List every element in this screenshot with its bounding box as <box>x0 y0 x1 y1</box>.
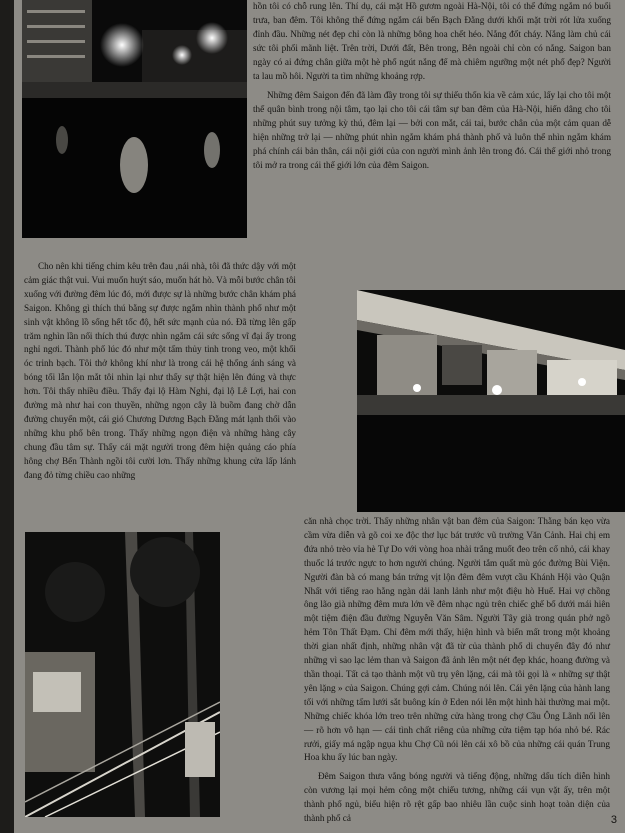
photo-night-lake <box>22 0 247 238</box>
paragraph: căn nhà chọc trời. Thấy những nhân vật ban đêm của Saigon: Thằng bán kẹo vừa cầm vừa diễn và gõ coi xe độc thơ lục bát trước vũ trường Văn Cảnh. Hai chị em đứa nhỏ trèo vỉa hè Tự Do với vòng hoa nhài trắng muốt đeo trên cổ nhỏ, cái khay thuốc lá trước ngực to hơn người chúng. Người tắm quất mù góc đường Bùi Viện. Người đàn bà có mang bán trứng vịt lộn đêm đêm vượt cầu Khánh Hội vào Quận Nhất với tiếng rao hằng ngàn dải lanh lảnh như một điệu hò Huế. Hai vợ chồng ông lão già những đêm mưa lớn về đêm nhạc ngủ trên chiếc ghế bố dưới mái hiên một tiệm điện đầu đường Nguyễn Văn Sâm. Người Tây già trong quán phở ngõ hẻm Tôn Thất Đạm. Chỉ đêm mới thấy, hiện hình và biến mất trong một khoảng thời gian nhất định, những nhân vật đã từ của thành phố di chuyển đây đó như những vì sao lạc lẻm than và Saigon đã ảnh lên một nét đẹp khác, hoang đường và thần thoại. Tất cả tạo thành một vũ trụ yên lặng, cái mà tôi gọi là « những sự thật yên lặng » của Saigon. Chúng gợi cảm. Chúng nói lên. Cái yên lặng của hành lang tối với những tấm lưới sắt buông kín ở Eden nói lên một hình hài thường mai một. Những chiếc khóa lớn treo trên những cửa hàng trong chợ Cầu Ông Lãnh nối lên — rõ hơn vô hạn — cái tình chất riêng của những cửa tiệm tạp hóa nhỏ bé. Rác rưởi, giấy má ngập ngụa khu Chợ Cũ nói lên cái xô bồ của những cái quán Trung Hoa khu ấy lúc ban ngày. <box>304 516 610 763</box>
text-column-top-right <box>253 0 611 173</box>
paragraph: Những đêm Saigon đến đã làm đầy trong tôi sự thiếu thốn kia về cảm xúc, lấy lại cho tôi một thế quân bình trong nội tâm, tạo lại cho tôi cái tâm sự ban đêm của Hà-Nội, hiến dâng cho tôi những phút suy tưởng kỳ thú, đêm lại — bởi con mắt, cái tai, bước chân của một cảm quan dễ hiện những trở lại — những phút nhìn ngắm khám phá thành phố và luôn thể nhìn ngắm khám phá chính cái bản thân, cái nội giới của con người mình ảnh lên trong đó. Cái thế giới nhỏ trong tôi mở ra trong cái thế giới lớn của đêm Saigon. <box>253 90 611 170</box>
photo-night-trees <box>25 532 220 817</box>
page-gutter-edge <box>0 0 14 833</box>
page-number: 3 <box>610 814 617 826</box>
photo-night-street <box>357 290 625 512</box>
paragraph: Đêm Saigon thưa vắng bóng người và tiếng động, những dấu tích diễn hình còn vương lại mọi hẻm công một chiếu tương, những cái vụn vặt ấy, trên một thành phố ngủ, biểu hiện rõ rệt gấp bao nhiêu lần cuộc sinh hoạt toàn diện của thành phố cả <box>304 771 610 824</box>
paragraph: Cho nên khi tiếng chim kêu trên đau ,nái nhà, tôi đã thức dậy với một cảm giác thật vui. Vui muốn huýt sáo, muốn hát hò. Và mỗi bước chân tôi xuống với đường đêm lúc đó, mới được sự là những bước chân khám phá Saigon. Không gì thích thú bằng sự được ngắm nhìn thành phố như một sinh vật không lồ sống hết tốc độ, hết sức mạnh của nó. Đã từng lên gấp trăm nghìn lần nối thích thú được nhìn ngắm cái sức sống vĩ đại ấy trong nghỉ ngơi. Thành phố lúc đó như một tấm thủy tinh trong veo, một khối óc trinh bạch. Tôi thở không khí như là trong cái hệ thống ánh sáng và bóng tối lẫn lộn mắt tôi nhìn lại như thấy sự thật hiện lên đúng và thực hơn. Tôi thấy nhiều điều. Thấy đại lộ Hàm Nghi, đại lộ Lê Lợi, hai con đường mà như hai con thuyền, những ngọn cây là buồm đang chờ dẫn đường chuyển một, cái gió Chương Dương Bạch Đằng mát lạnh thổi vào những khu phố bên trong. Thấy những ngọn điện và những hàng cây chung đầu tâm sự. Thấy cái mặt người trong đêm hiện quảng cáo phía hông chợ Bến Thành ngồi tôi cười lơn. Thấy những khung cửa lấp lánh đang đỏ từng chiều cao những <box>24 261 296 480</box>
paragraph: hồn tôi có chỗ rung lên. Thí dụ, cái mặt Hồ gươm ngoài Hà-Nội, tôi có thể đứng ngắm nó buổi trưa, ban đêm. Tôi không thể đứng ngắm cái bến Bạch Đằng dưới khối mặt trời rót lửa xuống đỉnh đầu. Những nét đẹp chỉ còn là những bông hoa chết héo. Nắng đốt cháy. Nắng làm chủ cái sức tôi phối mãnh liệt. Trên trời, Dưới đất, Bên trong, Bên ngoài chỉ còn có nắng. Saigon ban ngày có ai đứng chân giữa một hè phố ngút nắng để mà chiêm ngưỡng một nét phố đẹp? Người ta lau mồ hôi. Người ta tìm những khoảng rợp. <box>253 1 611 81</box>
night-trees-image <box>25 532 220 817</box>
night-street-image <box>357 290 625 512</box>
text-column-bottom-right <box>304 515 610 826</box>
night-lake-image <box>22 0 247 238</box>
text-column-left <box>24 260 296 483</box>
